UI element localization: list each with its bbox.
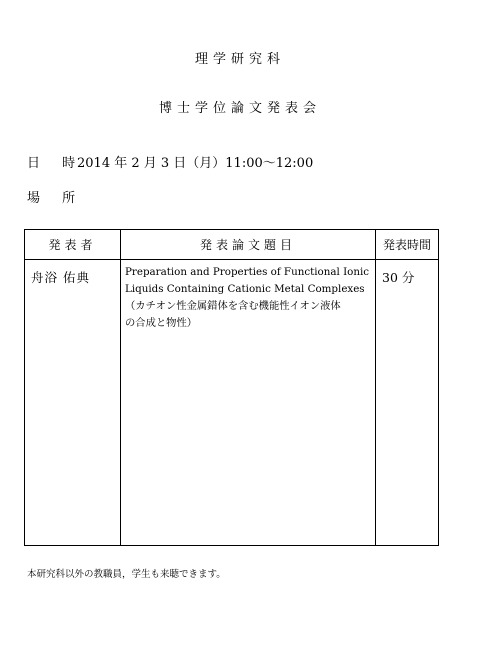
presentation-time-cell: 30 分 <box>376 260 439 546</box>
column-header-presenter: 発表者 <box>25 230 121 260</box>
paper-title-english-line-1: Preparation and Properties of Functional Ionic <box>125 266 370 278</box>
column-header-title: 発表論文題目 <box>121 230 376 260</box>
paper-title-japanese-line-1: （カチオン性金属錯体を含む機能性イオン液体 <box>125 300 341 312</box>
paper-title-japanese-line-2: の合成と物性） <box>125 317 198 329</box>
footer-note: 本研究科以外の教職員，学生も来聴できます。 <box>27 569 226 580</box>
paper-title-english-line-2: Liquids Containing Cationic Metal Complexes <box>125 283 365 295</box>
date-value: 2014 年 2 月 3 日（月）11:00〜12:00 <box>77 156 314 171</box>
table-header-row <box>25 230 439 260</box>
column-header-time: 発表時間 <box>376 230 439 260</box>
department-heading: 理学研究科 <box>194 52 285 67</box>
presenter-cell: 舟浴 佑典 <box>25 260 121 546</box>
event-title: 博士学位論文発表会 <box>158 101 321 116</box>
table-row <box>25 260 439 546</box>
presentation-table <box>24 229 439 546</box>
place-label: 場 所 <box>27 191 85 206</box>
paper-title-cell <box>121 260 376 546</box>
date-label: 日 時 <box>27 156 85 171</box>
